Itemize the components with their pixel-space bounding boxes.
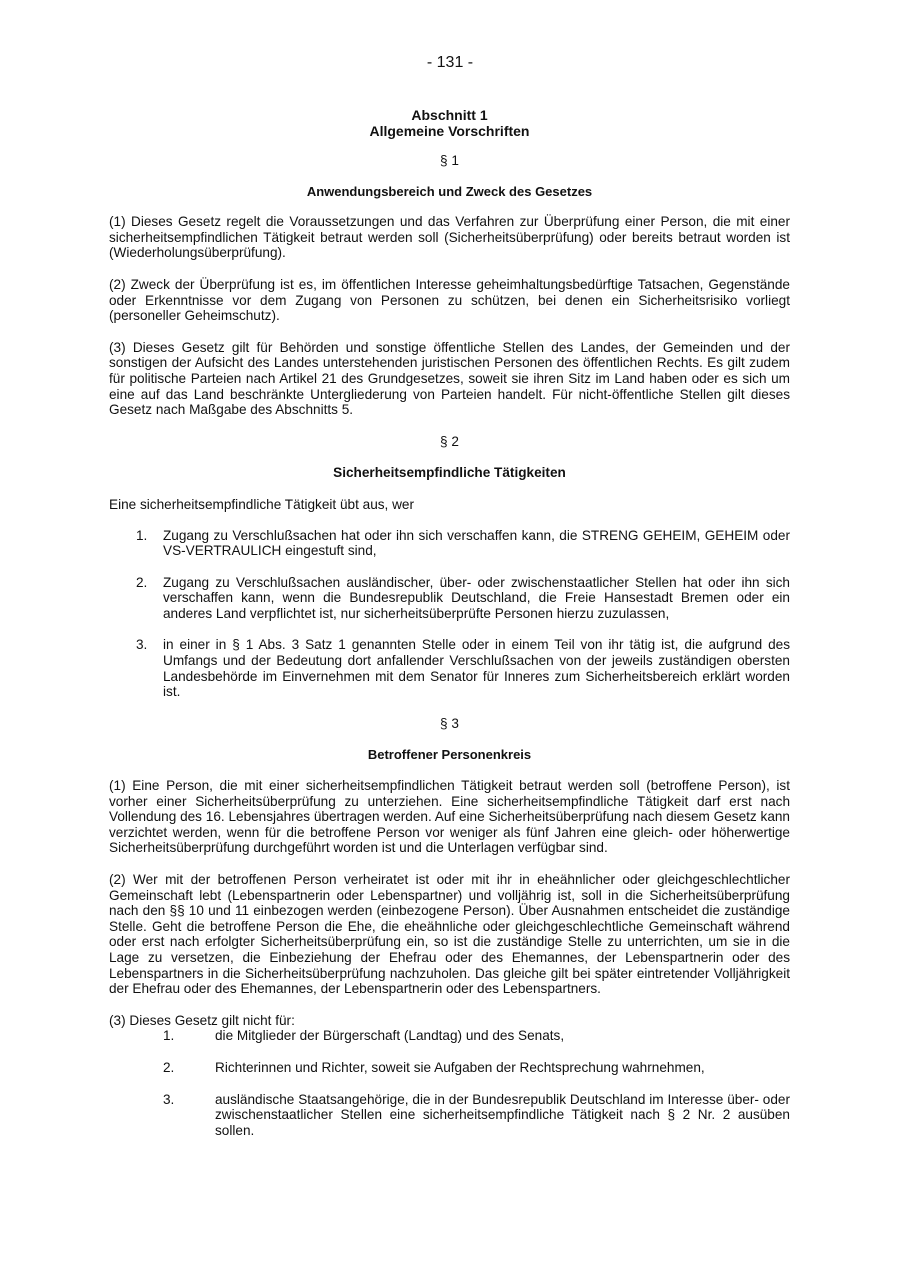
paragraph-2-heading: Sicherheitsempfindliche Tätigkeiten (333, 465, 566, 481)
list-item (109, 575, 790, 622)
paragraph-1-heading: Anwendungsbereich und Zweck des Gesetzes (306, 183, 593, 199)
list-item-text: ausländische Staatsangehörige, die in der Bundesrepublik Deutschland im Interesse über- oder zwischenstaatlicher Stellen eine sicherheitsempfindliche Tätigkeit nach § 2 Nr. 2 ausüben sollen. (215, 1091, 790, 1138)
p2-intro: Eine sicherheitsempfindliche Tätigkeit übt aus, wer (109, 496, 415, 512)
list-item (109, 1092, 790, 1139)
list-item-number: 2. (136, 574, 148, 590)
p2-list (109, 528, 790, 700)
paragraph-3-heading: Betroffener Personenkreis (367, 747, 532, 763)
list-item-text: Zugang zu Verschlußsachen ausländischer, über- oder zwischenstaatlicher Stellen hat oder ihn sich verschaffen kann, wenn die Bundesrepublik Deutschland, die Freie Hansestadt Bremen oder ein anderes Land verpflichtet ist, nur sicherheitsüberprüfte Personen hierzu zuzulassen, (163, 574, 790, 621)
section-subtitle: Allgemeine Vorschriften (369, 123, 530, 139)
list-item (109, 637, 790, 699)
list-item-number: 2. (163, 1059, 175, 1075)
p3-intro-3: (3) Dieses Gesetz gilt nicht für: (109, 1012, 295, 1028)
p3-para-2: (2) Wer mit der betroffenen Person verheiratet ist oder mit ihr in eheähnlicher oder gleichgeschlechtlicher Gemeinschaft lebt (Lebenspartnerin oder Lebenspartner) und volljährig ist, soll in die Sicherheitsüberprüfung nach den §§ 10 und 11 einbezogen werden (einbezogene Person). Über Ausnahmen entscheidet die zuständige Stelle. Geht die betroffene Person die Ehe, die eheähnliche oder gleichgeschlechtliche Gemeinschaft während oder erst nach erfolgter Sicherheitsüberprüfung ein, so ist die zuständige Stelle zu unterrichten, um sie in die Lage zu versetzen, die Einbeziehung der Ehefrau oder des Ehemannes, der Lebenspartnerin oder des Lebenspartners in die Sicherheitsüberprüfung nachzuholen. Das gleiche gilt bei später eintretender Volljährigkeit der Ehefrau oder des Ehemannes, der Lebenspartnerin oder des Lebenspartners. (109, 872, 790, 997)
p3-list (109, 1028, 790, 1138)
p1-para-1: (1) Dieses Gesetz regelt die Voraussetzungen und das Verfahren zur Überprüfung einer Person, die mit einer sicherheitsempfindlichen Tätigkeit betraut werden soll (Sicherheitsüberprüfung) oder bereits betraut worden ist (Wiederholungsüberprüfung). (109, 214, 790, 261)
list-item-number: 3. (163, 1091, 175, 1107)
p1-para-2: (2) Zweck der Überprüfung ist es, im öffentlichen Interesse geheimhaltungsbedürftige Tatsachen, Gegenstände oder Erkenntnisse vor dem Zugang von Personen zu schützen, bei denen ein Sicherheitsrisiko vorliegt (personeller Geheimschutz). (109, 276, 790, 324)
list-item (109, 528, 790, 559)
document-page (109, 0, 790, 1138)
list-item (109, 1060, 790, 1076)
page-number: - 131 - (426, 54, 474, 71)
list-item-text: in einer in § 1 Abs. 3 Satz 1 genannten Stelle oder in einem Teil von ihr tätig ist, die aufgrund des Umfangs und der Bedeutung dort anfallender Verschlußsachen von der jeweils zuständigen obersten Landesbehörde im Einvernehmen mit dem Senator für Inneres zum Sicherheitsbereich erklärt worden ist. (163, 637, 790, 700)
p1-para-3: (3) Dieses Gesetz gilt für Behörden und sonstige öffentliche Stellen des Landes, der Gemeinden und der sonstigen der Aufsicht des Landes unterstehenden juristischen Personen des öffentlichen Rechts. Es gilt zudem für politische Parteien nach Artikel 21 des Grundgesetzes, soweit sie ihren Sitz im Land haben oder es sich um eine auf das Land beschränkte Untergliederung von Parteien handelt. Für nicht-öffentliche Stellen gilt dieses Gesetz nach Maßgabe des Abschnitts 5. (109, 339, 790, 418)
paragraph-2-sign: § 2 (440, 433, 459, 449)
list-item-text: Richterinnen und Richter, soweit sie Aufgaben der Rechtsprechung wahrnehmen, (215, 1059, 705, 1075)
list-item (109, 1028, 790, 1044)
paragraph-3-sign: § 3 (440, 715, 459, 731)
list-item-text: Zugang zu Verschlußsachen hat oder ihn sich verschaffen kann, die STRENG GEHEIM, GEHEIM oder VS-VERTRAULICH eingestuft sind, (163, 527, 790, 559)
list-item-number: 1. (136, 527, 148, 543)
section-title: Abschnitt 1 (411, 107, 488, 123)
list-item-text: die Mitglieder der Bürgerschaft (Landtag) und des Senats, (215, 1028, 565, 1044)
paragraph-1-sign: § 1 (440, 153, 459, 168)
list-item-number: 1. (163, 1028, 175, 1044)
p3-para-1: (1) Eine Person, die mit einer sicherheitsempfindlichen Tätigkeit betraut werden soll (betroffene Person), ist vorher einer Sicherheitsüberprüfung zu unterziehen. Eine sicherheitsempfindliche Tätigkeit darf erst nach Vollendung des 16. Lebensjahres übertragen werden. Auf eine Sicherheitsüberprüfung nach diesem Gesetz kann verzichtet werden, wenn für die betroffene Person vor weniger als fünf Jahren eine gleich- oder höherwertige Sicherheitsüberprüfung durchgeführt worden ist und die Unterlagen verfügbar sind. (109, 778, 790, 856)
list-item-number: 3. (136, 637, 148, 653)
